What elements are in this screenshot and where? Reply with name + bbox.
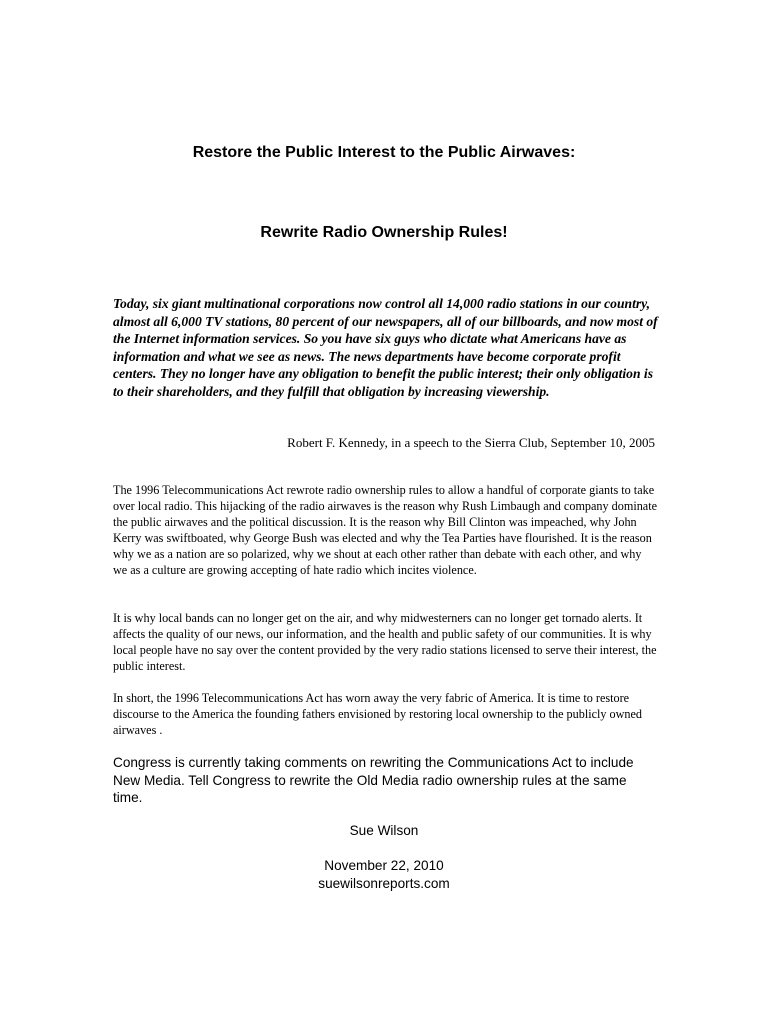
document-date: November 22, 2010 xyxy=(324,858,444,873)
body-paragraph-3: In short, the 1996 Telecommunications Act has worn away the very fabric of America. It is time to restore discourse to the America the founding fathers envisioned by restoring local ownership to the publicly owned airwaves . xyxy=(113,691,643,737)
author-website: suewilsonreports.com xyxy=(318,876,450,891)
document-subtitle: Rewrite Radio Ownership Rules! xyxy=(260,224,508,241)
author-name: Sue Wilson xyxy=(349,823,419,838)
kennedy-quote: Today, six giant multinational corporations now control all 14,000 radio stations in our country, almost all 6,000 TV stations, 80 percent of our newspapers, all of our billboards, and now most of the Internet information services. So you have six guys who dictate what Americans have as information and what we see as news. The news departments have become corporate profit centers. They no longer have any obligation to benefit the public interest; their only obligation is to their shareholders, and they fulfill that obligation by increasing viewership. xyxy=(113,296,658,399)
call-to-action: Congress is currently taking comments on rewriting the Communications Act to include New Media. Tell Congress to rewrite the Old Media radio ownership rules at the same time. xyxy=(113,755,634,805)
body-paragraph-1: The 1996 Telecommunications Act rewrote radio ownership rules to allow a handful of corporate giants to take over local radio. This hijacking of the radio airwaves is the reason why Rush Limbaugh and company dominate the public airwaves and the political discussion. It is the reason why Bill Clinton was impeached, why John Kerry was swiftboated, why George Bush was elected and why the Tea Parties have flourished. It is the reason why we as a nation are so polarized, why we shout at each other rather than debate with each other, and why we as a culture are growing accepting of hate radio which incites violence. xyxy=(113,483,658,577)
body-paragraph-2: It is why local bands can no longer get on the air, and why midwesterners can no longer get tornado alerts. It affects the quality of our news, our information, and the health and public safety of our communities. It is why local people have no say over the content provided by the very radio stations licensed to serve their interest, the public interest. xyxy=(113,611,657,673)
document-title: Restore the Public Interest to the Public Airwaves: xyxy=(192,144,576,161)
quote-attribution: Robert F. Kennedy, in a speech to the Sierra Club, September 10, 2005 xyxy=(287,435,655,450)
